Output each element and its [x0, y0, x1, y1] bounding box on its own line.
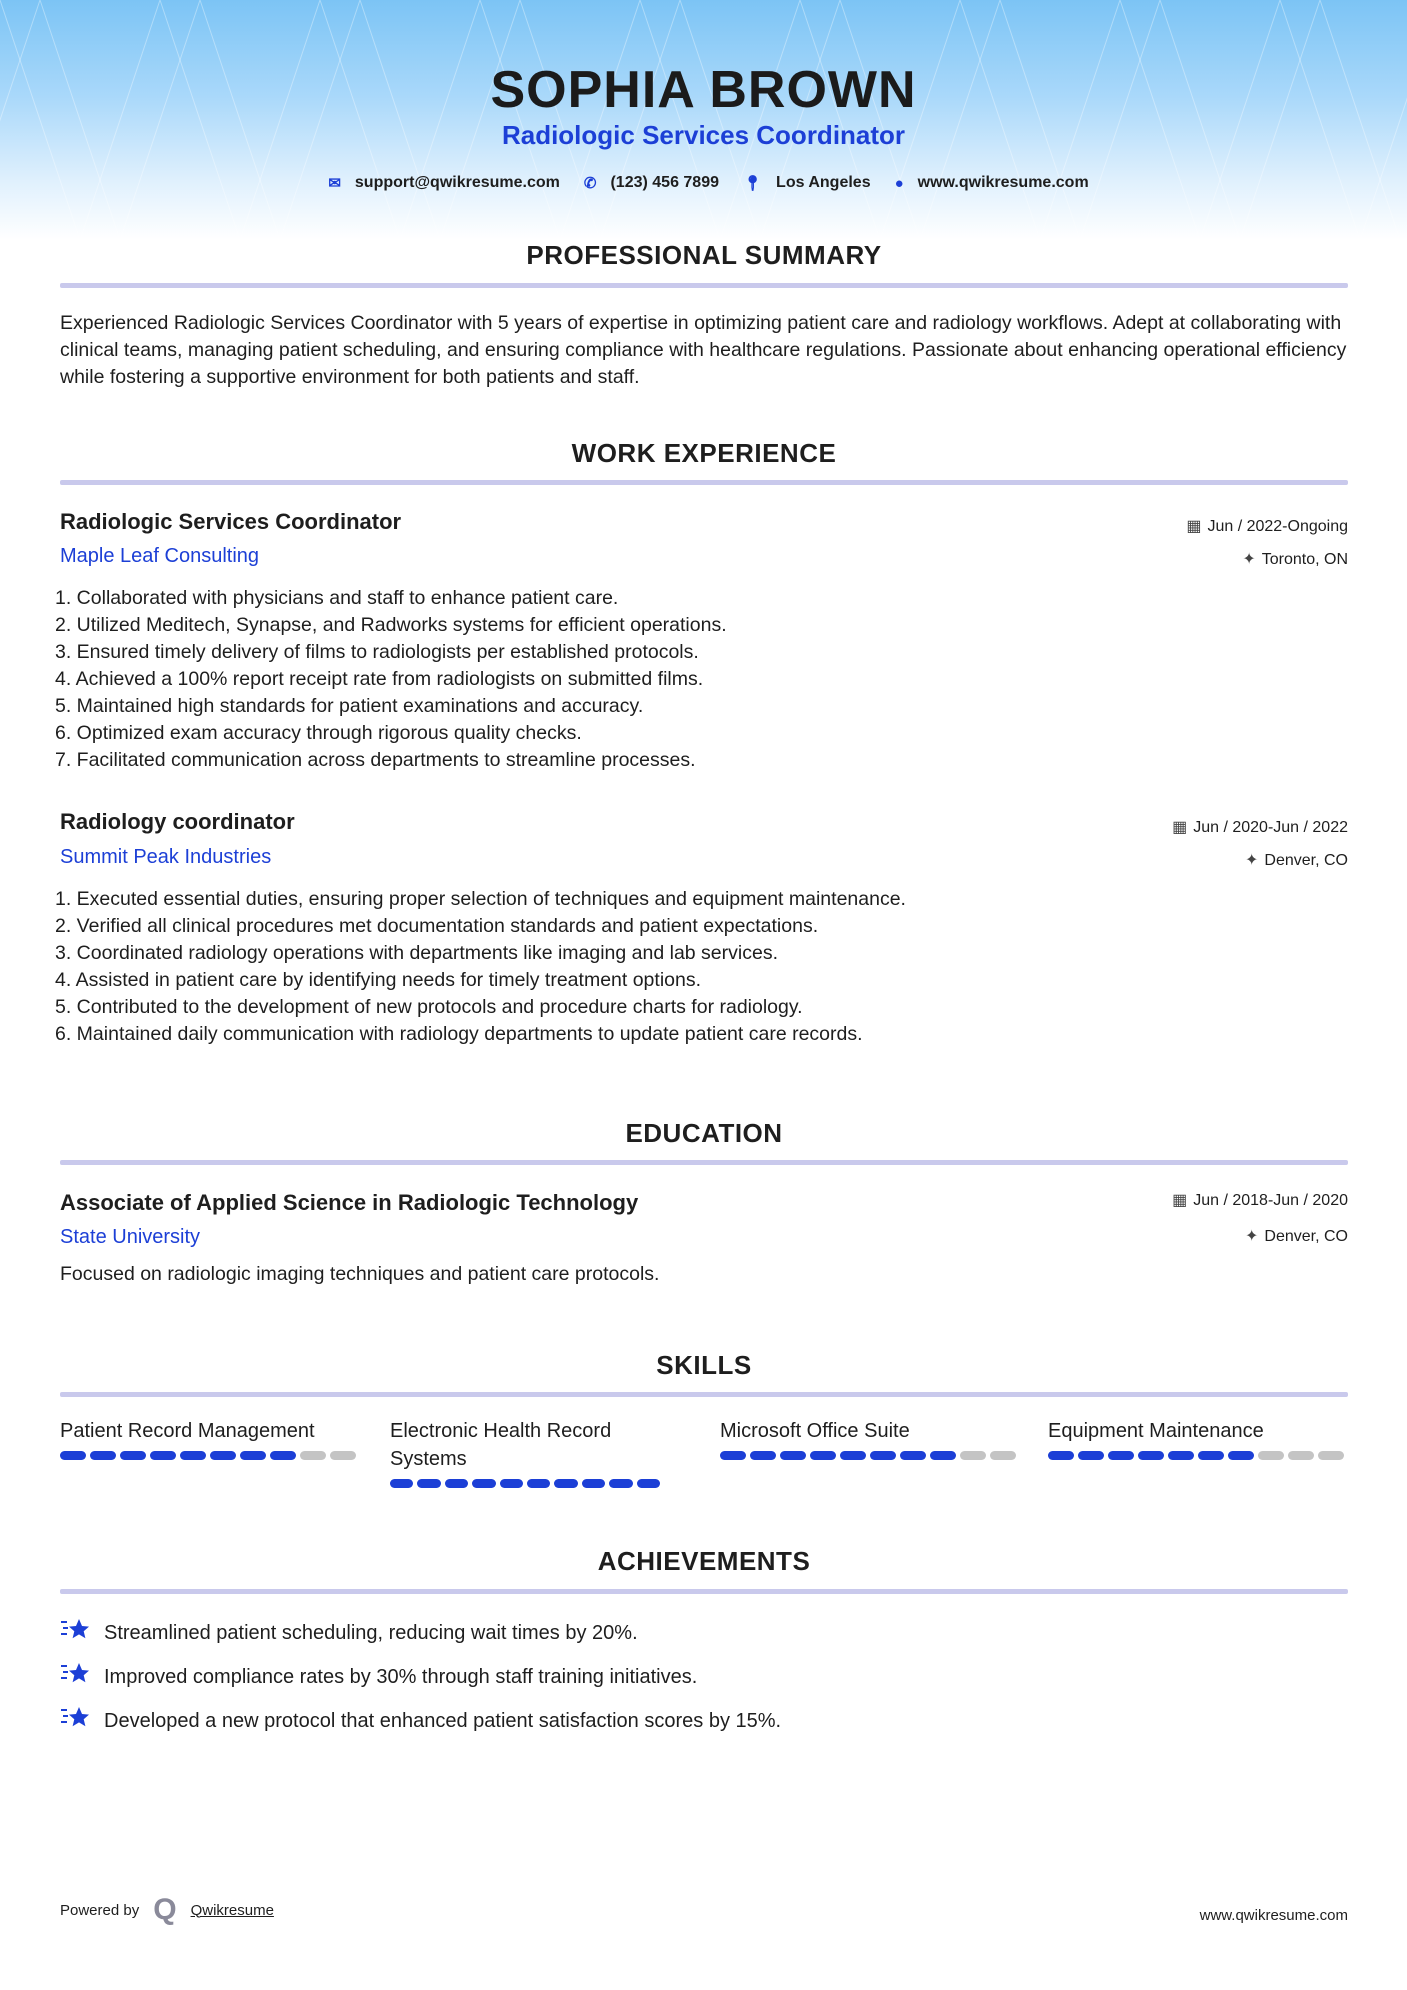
bullet: 6. Maintained daily communication with radiology departments to update patient care records. [55, 1023, 863, 1045]
skill-segment-filled [609, 1479, 632, 1488]
job-location [1245, 850, 1348, 870]
bullet: 2. Verified all clinical procedures met documentation standards and patient expectations. [55, 915, 819, 937]
contact-email[interactable]: support@qwikresume.com [354, 174, 560, 191]
skill-segment-filled [1108, 1451, 1134, 1460]
skill-segment-filled [1198, 1451, 1224, 1460]
skill-segment-filled [150, 1451, 176, 1460]
contact-phone[interactable]: (123) 456 7899 [610, 174, 719, 191]
skill-segment-empty [990, 1451, 1016, 1460]
skill-segment-filled [720, 1451, 746, 1460]
globe-icon: ● [894, 174, 904, 192]
skill-segment-filled [582, 1479, 605, 1488]
skill-name: Patient Record Management [60, 1420, 315, 1442]
skill-segment-empty [1258, 1451, 1284, 1460]
degree-title: Associate of Applied Science in Radiologic Technology [60, 1190, 639, 1215]
skill-segment-empty [300, 1451, 326, 1460]
skill-segment-filled [750, 1451, 776, 1460]
job-date-text: Jun / 2020-Jun / 2022 [1193, 819, 1348, 836]
skill-segment-filled [900, 1451, 926, 1460]
skill-segment-empty [960, 1451, 986, 1460]
job-date [1186, 516, 1348, 536]
job-bullets [55, 886, 906, 1048]
bullet: 1. Executed essential duties, ensuring proper selection of techniques and equipment maintenance. [55, 888, 906, 910]
envelope-icon: ✉ [328, 175, 341, 192]
bullet: 5. Maintained high standards for patient examinations and accuracy. [55, 695, 644, 717]
skill-name: Electronic Health Record Systems [390, 1420, 612, 1470]
skill-item [1048, 1417, 1348, 1460]
skill-name: Microsoft Office Suite [720, 1420, 910, 1442]
powered-by-label: Powered by [60, 1901, 140, 1919]
contact-location: Los Angeles [776, 174, 871, 191]
skill-segment-filled [930, 1451, 956, 1460]
skill-segment-filled [1048, 1451, 1074, 1460]
bullet: 6. Optimized exam accuracy through rigorous quality checks. [55, 722, 582, 744]
divider [60, 1160, 1348, 1165]
achievement-item [60, 1704, 781, 1738]
section-heading-achievements: ACHIEVEMENTS [597, 1546, 811, 1576]
skill-segment-filled [90, 1451, 116, 1460]
skill-segment-filled [840, 1451, 866, 1460]
skill-segment-filled [210, 1451, 236, 1460]
job-bullets [55, 585, 727, 774]
achievement-text: Streamlined patient scheduling, reducing wait times by 20%. [104, 1621, 638, 1644]
skill-segment-filled [810, 1451, 836, 1460]
bullet: 7. Facilitated communication across departments to streamline processes. [55, 749, 696, 771]
calendar-icon: ▦ [1172, 819, 1188, 836]
skill-segment-filled [120, 1451, 146, 1460]
bullet: 2. Utilized Meditech, Synapse, and Radworks systems for efficient operations. [55, 614, 727, 636]
footer-website[interactable]: www.qwikresume.com [1199, 1907, 1348, 1924]
section-heading-education: EDUCATION [625, 1118, 783, 1148]
skill-segment-filled [554, 1479, 577, 1488]
education-location-text: Denver, CO [1264, 1228, 1348, 1245]
map-pin-icon: 📍︎ [743, 175, 763, 192]
skill-segment-filled [270, 1451, 296, 1460]
section-heading-summary: PROFESSIONAL SUMMARY [526, 240, 882, 270]
skill-segment-filled [180, 1451, 206, 1460]
summary-text: Experienced Radiologic Services Coordinator with 5 years of expertise in optimizing patient care and radiology workflows. Adept at collaborating with clinical teams, managing patient scheduling, and ensuring compliance with healthcare regulations. Passionate about enhancing operational efficiency while fostering a supportive environment for both patients and staff. [60, 312, 1347, 388]
skill-segment-filled [1078, 1451, 1104, 1460]
achievement-text: Improved compliance rates by 30% through staff training initiatives. [104, 1665, 698, 1688]
candidate-name: SOPHIA BROWN [490, 61, 917, 119]
bullet: 3. Coordinated radiology operations with departments like imaging and lab services. [55, 942, 778, 964]
education-date-text: Jun / 2018-Jun / 2020 [1193, 1192, 1348, 1209]
bullet: 4. Achieved a 100% report receipt rate from radiologists on submitted films. [55, 668, 704, 690]
skill-segment-filled [60, 1451, 86, 1460]
skill-segment-filled [445, 1479, 468, 1488]
pin-icon: ✦ [1242, 551, 1256, 568]
skill-item [720, 1417, 1020, 1460]
education-date [1172, 1190, 1348, 1210]
job-location-text: Denver, CO [1264, 852, 1348, 869]
pin-icon: ✦ [1245, 852, 1259, 869]
job-location-text: Toronto, ON [1261, 551, 1348, 568]
skill-name: Equipment Maintenance [1048, 1420, 1264, 1442]
skill-level-bar [1048, 1451, 1348, 1460]
skill-segment-filled [472, 1479, 495, 1488]
skill-segment-filled [870, 1451, 896, 1460]
job-date [1172, 817, 1348, 837]
skill-segment-filled [417, 1479, 440, 1488]
job-company: Summit Peak Industries [60, 846, 272, 868]
candidate-title: Radiologic Services Coordinator [501, 120, 906, 150]
divider [60, 1392, 1348, 1397]
job-location [1242, 549, 1348, 569]
education-description: Focused on radiologic imaging techniques and patient care protocols. [60, 1263, 660, 1285]
calendar-icon: ▦ [1172, 1192, 1188, 1209]
skill-segment-filled [500, 1479, 523, 1488]
skill-segment-filled [637, 1479, 660, 1488]
phone-icon: ✆ [583, 175, 597, 192]
achievement-item [60, 1660, 697, 1694]
achievement-text: Developed a new protocol that enhanced patient satisfaction scores by 15%. [104, 1709, 782, 1732]
contact-website[interactable]: www.qwikresume.com [917, 174, 1089, 191]
skill-level-bar [390, 1479, 660, 1488]
skill-segment-filled [1228, 1451, 1254, 1460]
skill-segment-filled [240, 1451, 266, 1460]
calendar-icon: ▦ [1186, 518, 1202, 535]
skill-level-bar [720, 1451, 1020, 1460]
skill-segment-empty [1288, 1451, 1314, 1460]
bullet: 4. Assisted in patient care by identifying needs for timely treatment options. [55, 969, 702, 991]
skill-segment-empty [330, 1451, 356, 1460]
bullet: 5. Contributed to the development of new protocols and procedure charts for radiology. [55, 996, 803, 1018]
job-title: Radiology coordinator [60, 809, 295, 834]
education-location [1245, 1226, 1348, 1246]
bullet: 3. Ensured timely delivery of films to radiologists per established protocols. [55, 641, 699, 663]
job-company: Maple Leaf Consulting [60, 545, 260, 567]
skill-segment-filled [390, 1479, 413, 1488]
footer-powered [60, 1893, 274, 1926]
qwikresume-logo-icon: Q [153, 1893, 177, 1926]
skill-segment-filled [1168, 1451, 1194, 1460]
school-name: State University [60, 1226, 201, 1248]
star-icon [60, 1616, 92, 1650]
skill-item [60, 1417, 360, 1460]
section-heading-experience: WORK EXPERIENCE [571, 438, 837, 468]
qwikresume-link[interactable]: Qwikresume [190, 1901, 274, 1919]
star-icon [60, 1660, 92, 1694]
job-title: Radiologic Services Coordinator [60, 509, 402, 534]
skill-level-bar [60, 1451, 360, 1460]
divider [60, 480, 1348, 485]
divider [60, 1589, 1348, 1594]
skill-item [390, 1417, 660, 1488]
star-icon [60, 1704, 92, 1738]
skill-segment-filled [527, 1479, 550, 1488]
job-date-text: Jun / 2022-Ongoing [1207, 518, 1348, 535]
skill-segment-empty [1318, 1451, 1344, 1460]
contact-row [0, 174, 1407, 192]
pin-icon: ✦ [1245, 1228, 1259, 1245]
achievement-item [60, 1616, 638, 1650]
divider [60, 283, 1348, 288]
skill-segment-filled [1138, 1451, 1164, 1460]
skill-segment-filled [780, 1451, 806, 1460]
bullet: 1. Collaborated with physicians and staff to enhance patient care. [55, 587, 619, 609]
section-heading-skills: SKILLS [656, 1350, 752, 1380]
